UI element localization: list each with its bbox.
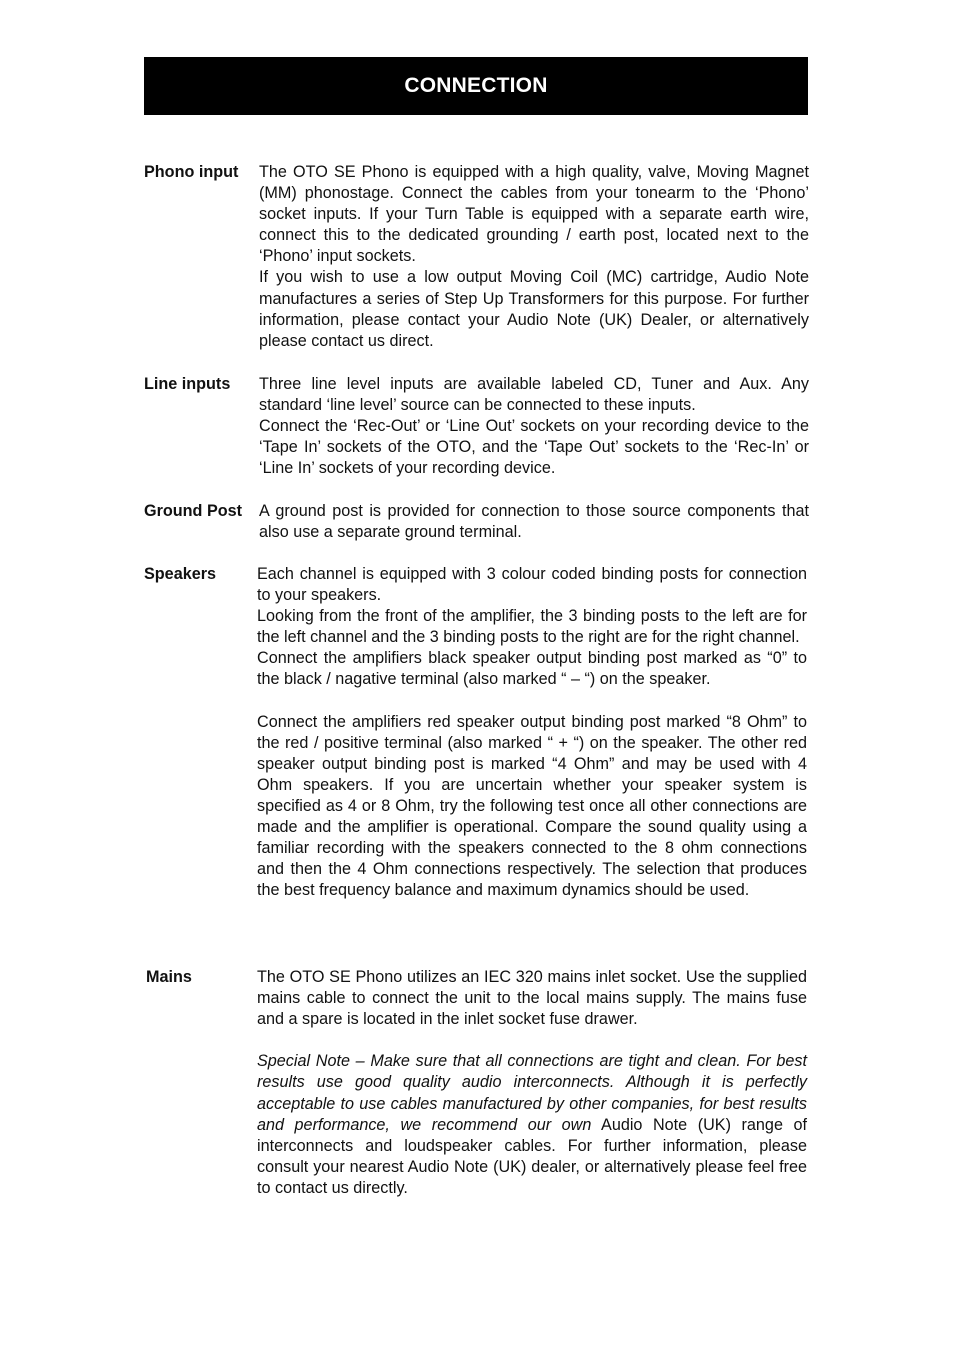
section-body bbox=[259, 501, 809, 543]
section-label: Line inputs bbox=[144, 375, 231, 393]
section-label: Speakers bbox=[144, 565, 216, 583]
paragraph: Connect the ‘Rec-Out’ or ‘Line Out’ sockets on your recording device to the ‘Tape In’ sockets of the OTO, and the ‘Tape Out’ sockets to the ‘Rec-In’ or ‘Line In’ sockets of your recording device. bbox=[259, 417, 809, 478]
paragraph: Three line level inputs are available labeled CD, Tuner and Aux. Any standard ‘line level’ source can be connected to these inputs. bbox=[259, 375, 809, 415]
section-label: Mains bbox=[146, 968, 192, 986]
special-note-regular: Audio Note (UK) range of interconnects and loudspeaker cables. For further information, please consult your nearest Audio Note (UK) dealer, or alternatively please feel free to contact us directly. bbox=[257, 1115, 807, 1197]
section-body bbox=[257, 967, 807, 1199]
paragraph: If you wish to use a low output Moving Coil (MC) cartridge, Audio Note manufactures a series of Step Up Transformers for this purpose. For further information, please contact your Audio Note (UK) Dealer, or alternatively please contact us direct. bbox=[259, 268, 809, 350]
section-body bbox=[257, 564, 807, 902]
section-label: Ground Post bbox=[144, 502, 243, 520]
section-title-bar bbox=[144, 57, 808, 115]
section-body bbox=[259, 374, 809, 479]
section-body bbox=[259, 162, 809, 352]
paragraph: Connect the amplifiers black speaker output binding post marked as “0” to the black / nagative terminal (also marked “ – “) on the speaker. bbox=[257, 649, 807, 689]
paragraph: Each channel is equipped with 3 colour coded binding posts for connection to your speakers. bbox=[257, 565, 807, 605]
paragraph: A ground post is provided for connection to those source components that also use a separate ground terminal. bbox=[259, 502, 809, 542]
page-title: CONNECTION bbox=[404, 74, 548, 97]
special-note-italic: Special Note – Make sure that all connections are tight and clean. For best results use good quality audio interconnects. Although it is perfectly acceptable to use cables manufactured by other companies, for best results and performance, we recommend our own bbox=[257, 1052, 807, 1134]
special-note bbox=[257, 1051, 807, 1199]
paragraph: Looking from the front of the amplifier, the 3 binding posts to the left are for the left channel and the 3 binding posts to the right are for the right channel. bbox=[257, 607, 807, 647]
section-label: Phono input bbox=[144, 163, 239, 181]
paragraph: Connect the amplifiers red speaker output binding post marked “8 Ohm” to the red / positive terminal (also marked “ + “) on the speaker. The other red speaker output binding post is marked “4 Ohm” and may be used with 4 Ohm speakers. If you are uncertain whether your speaker system is specified as 4 or 8 Ohm, try the following test once all other connections are made and the amplifier is operational. Compare the sound quality using a familiar recording with the speakers connected to the 8 ohm connections and then the 4 Ohm connections respectively. The selection that produces the best frequency balance and maximum dynamics should be used. bbox=[257, 712, 807, 900]
paragraph: The OTO SE Phono is equipped with a high quality, valve, Moving Magnet (MM) phonostage. Connect the cables from your tonearm to the ‘Phono’ socket inputs. If your Turn Table is equipped with a separate earth wire, connect this to the dedicated grounding / earth post, located next to the ‘Phono’ input sockets. bbox=[259, 163, 809, 266]
paragraph: The OTO SE Phono utilizes an IEC 320 mains inlet socket. Use the supplied mains cable to connect the unit to the local mains supply. The mains fuse and a spare is located in the inlet socket fuse drawer. bbox=[257, 968, 807, 1029]
